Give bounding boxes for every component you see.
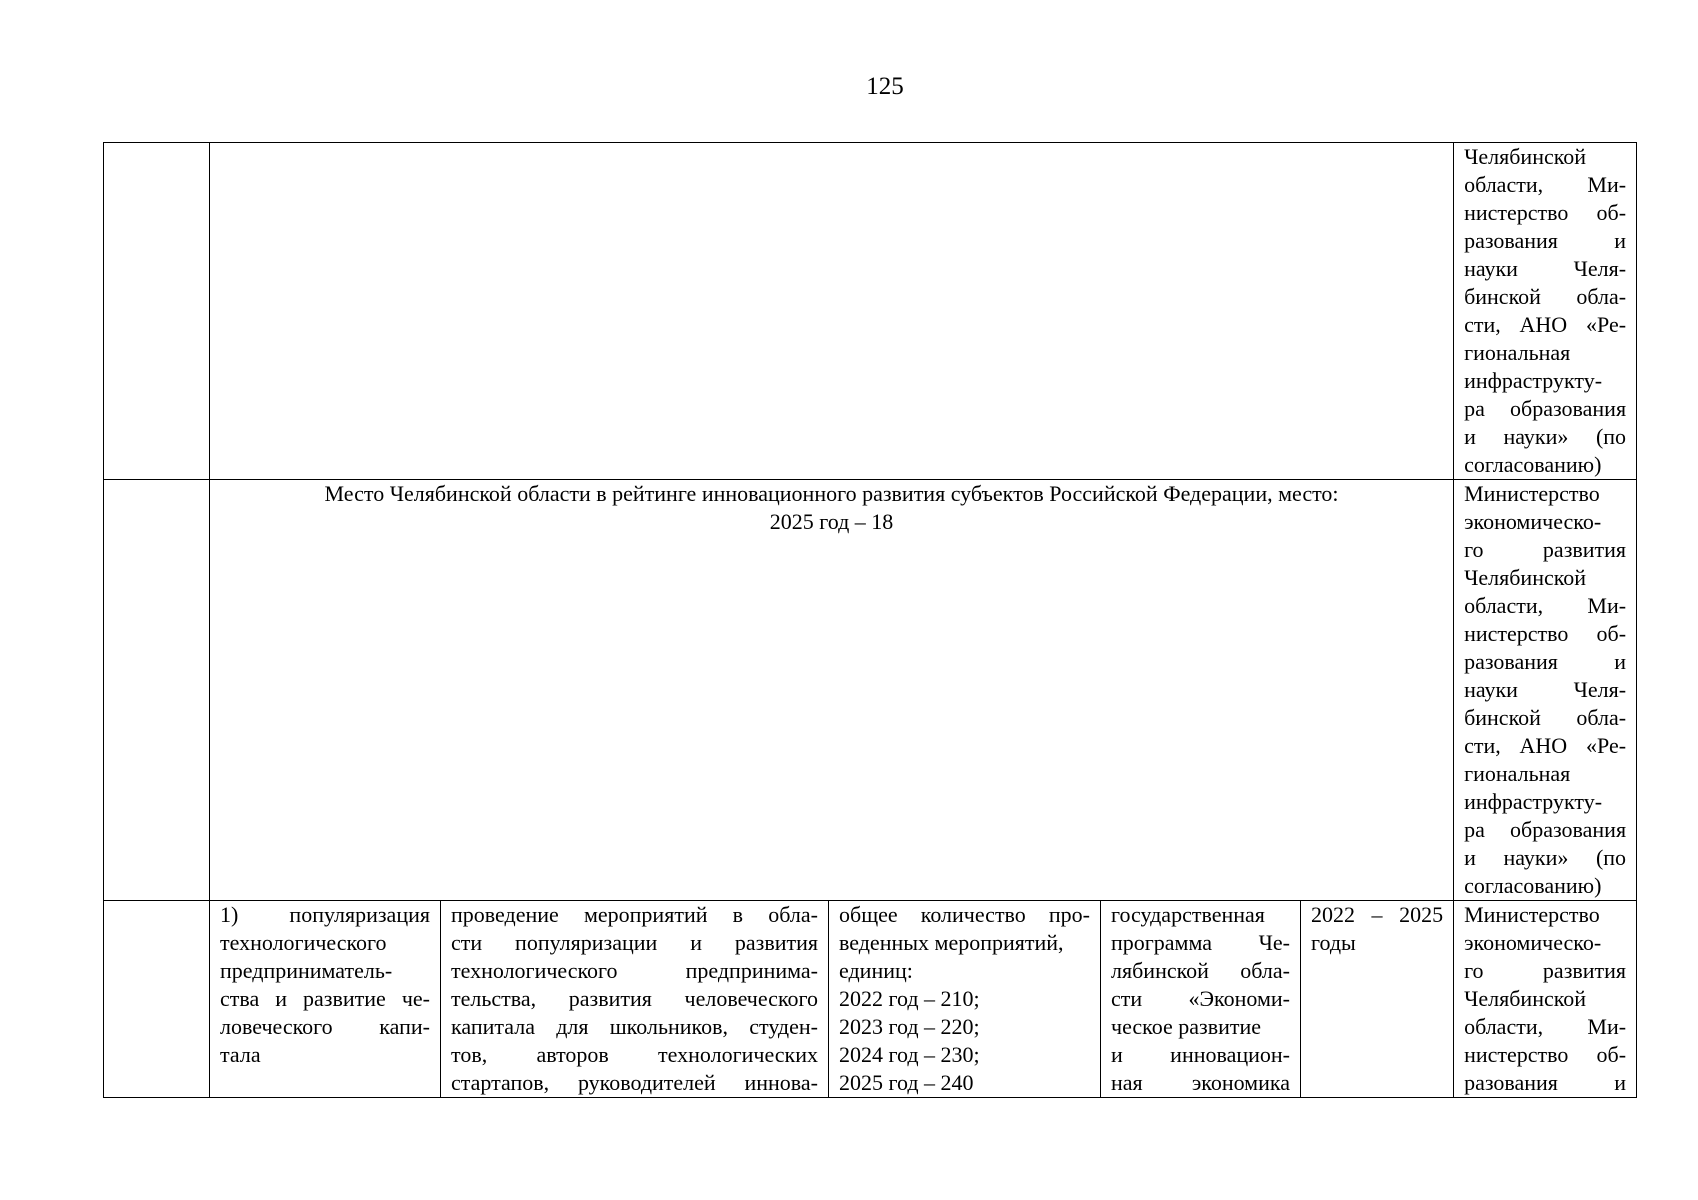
responsible-line: разования и bbox=[1464, 1070, 1627, 1095]
indicator-line: веденных мероприятий, bbox=[839, 930, 1064, 955]
page-number: 125 bbox=[866, 73, 904, 100]
responsible-line: экономическо- bbox=[1464, 509, 1602, 534]
responsible-line: Министерство bbox=[1464, 902, 1600, 927]
period-line: 2022 – 2025 bbox=[1311, 902, 1444, 927]
responsible-line: согласованию) bbox=[1464, 452, 1602, 477]
indicator-value-line: 2025 год – 240 bbox=[839, 1070, 974, 1095]
responsible-line: науки Челя- bbox=[1464, 256, 1627, 281]
responsible-line: экономическо- bbox=[1464, 930, 1602, 955]
responsible-line: сти, АНО «Ре- bbox=[1464, 312, 1627, 337]
indicator-title-line: Место Челябинской области в рейтинге инновационного развития субъектов Российской Федерации, место: bbox=[324, 481, 1339, 506]
responsible-line: нистерство об- bbox=[1464, 200, 1627, 225]
program-line: сти «Экономи- bbox=[1111, 986, 1290, 1011]
measures-table bbox=[103, 142, 1637, 1098]
activity-line: проведение мероприятий в обла- bbox=[451, 902, 818, 927]
indicator-line: общее количество про- bbox=[839, 902, 1090, 927]
activity-line: капитала для школьников, студен- bbox=[451, 1014, 818, 1039]
row-number-cell bbox=[104, 901, 210, 1098]
row-number-cell bbox=[104, 143, 210, 480]
responsible-line: области, Ми- bbox=[1464, 172, 1627, 197]
program-line: лябинской обла- bbox=[1111, 958, 1290, 983]
responsible-line: гиональная bbox=[1464, 761, 1571, 786]
activity-line: стартапов, руководителей иннова- bbox=[451, 1070, 818, 1095]
activity-line: сти популяризации и развития bbox=[451, 930, 818, 955]
indicator-cell bbox=[829, 901, 1101, 1098]
responsible-line: го развития bbox=[1464, 958, 1627, 983]
responsible-line: ра образования bbox=[1464, 817, 1627, 842]
program-line: ная экономика bbox=[1111, 1070, 1290, 1095]
responsible-line: сти, АНО «Ре- bbox=[1464, 733, 1627, 758]
indicator-value-line: 2024 год – 230; bbox=[839, 1042, 980, 1067]
activity-line: тельства, развития человеческого bbox=[451, 986, 818, 1011]
program-line: государственная bbox=[1111, 902, 1265, 927]
program-line: программа Че- bbox=[1111, 930, 1290, 955]
activity-line: тов, авторов технологических bbox=[451, 1042, 818, 1067]
responsible-line: инфраструкту- bbox=[1464, 789, 1603, 814]
responsible-line: области, Ми- bbox=[1464, 593, 1627, 618]
indicator-target-line: 2025 год – 18 bbox=[769, 509, 894, 534]
responsible-line: Челябинской bbox=[1464, 144, 1587, 169]
indicator-value-line: 2022 год – 210; bbox=[839, 986, 980, 1011]
indicator-line: единиц: bbox=[839, 958, 913, 983]
responsible-line: и науки» (по bbox=[1464, 845, 1627, 870]
task-line: тала bbox=[220, 1042, 261, 1067]
responsible-line: нистерство об- bbox=[1464, 1042, 1627, 1067]
responsible-line: гиональная bbox=[1464, 340, 1571, 365]
task-line: ловеческого капи- bbox=[220, 1014, 430, 1039]
responsible-line: ра образования bbox=[1464, 396, 1627, 421]
row-number-cell bbox=[104, 480, 210, 901]
program-line: и инновацион- bbox=[1111, 1042, 1290, 1067]
responsible-line: согласованию) bbox=[1464, 873, 1602, 898]
responsible-cell bbox=[1454, 901, 1637, 1098]
task-line: 1) популяризация bbox=[220, 902, 430, 927]
responsible-cell bbox=[1454, 480, 1637, 901]
period-cell bbox=[1301, 901, 1454, 1098]
activity-line: технологического предпринима- bbox=[451, 958, 818, 983]
responsible-line: бинской обла- bbox=[1464, 284, 1627, 309]
responsible-line: инфраструкту- bbox=[1464, 368, 1603, 393]
activity-cell bbox=[441, 901, 829, 1098]
responsible-line: и науки» (по bbox=[1464, 424, 1627, 449]
responsible-line: области, Ми- bbox=[1464, 1014, 1627, 1039]
responsible-line: науки Челя- bbox=[1464, 677, 1627, 702]
task-cell bbox=[210, 901, 441, 1098]
responsible-line: Министерство bbox=[1464, 481, 1600, 506]
table-row bbox=[104, 143, 1637, 480]
responsible-line: Челябинской bbox=[1464, 565, 1587, 590]
responsible-cell bbox=[1454, 143, 1637, 480]
indicator-value-line: 2023 год – 220; bbox=[839, 1014, 980, 1039]
empty-merged-cell bbox=[210, 143, 1454, 480]
responsible-line: разования и bbox=[1464, 649, 1627, 674]
responsible-line: Челябинской bbox=[1464, 986, 1587, 1011]
indicator-merged-cell bbox=[210, 480, 1454, 901]
table-row bbox=[104, 901, 1637, 1098]
table-row bbox=[104, 480, 1637, 901]
responsible-line: разования и bbox=[1464, 228, 1627, 253]
program-line: ческое развитие bbox=[1111, 1014, 1262, 1039]
program-cell bbox=[1101, 901, 1301, 1098]
task-line: технологического bbox=[220, 930, 387, 955]
task-line: предприниматель- bbox=[220, 958, 393, 983]
period-line: годы bbox=[1311, 930, 1356, 955]
responsible-line: бинской обла- bbox=[1464, 705, 1627, 730]
responsible-line: го развития bbox=[1464, 537, 1627, 562]
responsible-line: нистерство об- bbox=[1464, 621, 1627, 646]
task-line: ства и развитие че- bbox=[220, 986, 430, 1011]
